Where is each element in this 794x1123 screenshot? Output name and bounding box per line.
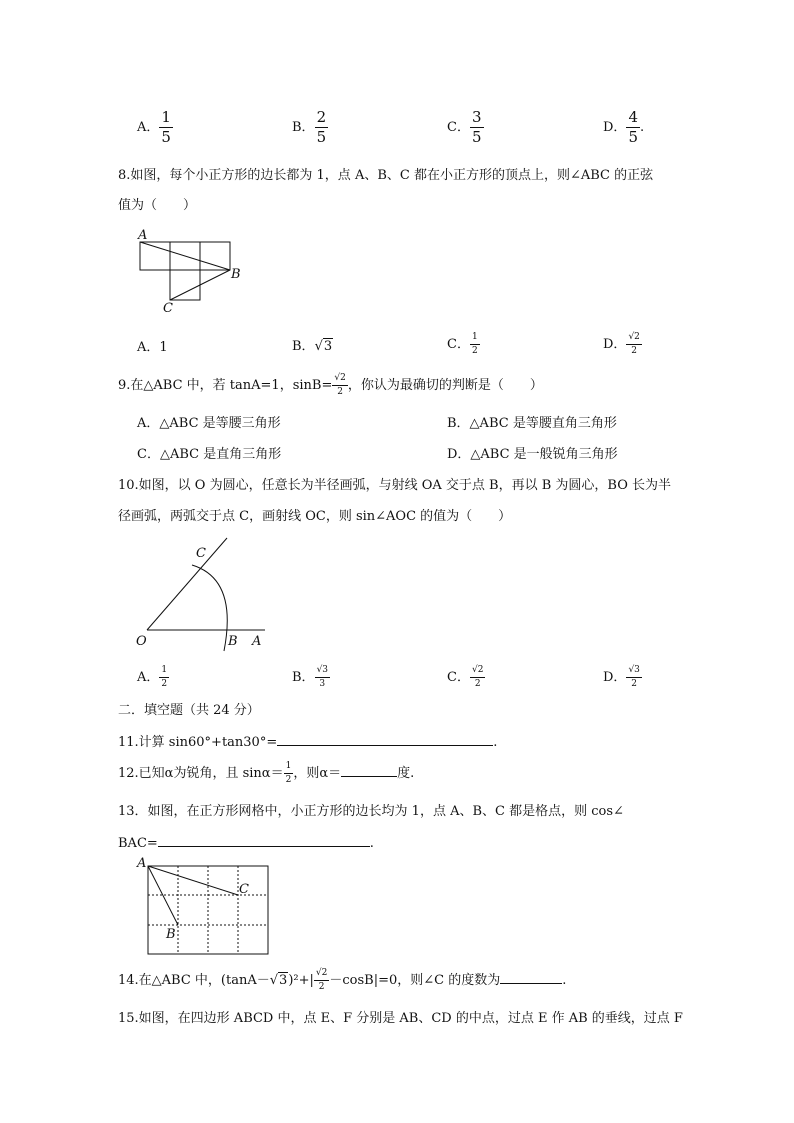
q7-option-b[interactable] [292,110,328,145]
fraction: $\frac{2}{5}$ [316,108,327,146]
fraction: $\frac{√2}{2}$ [315,968,328,992]
q8-stem-line2: 值为（ ） [118,198,197,213]
q11: 11.计算 sin60°+tan30°= . [118,735,498,750]
fraction: $\frac{√2}{2}$ [628,332,640,356]
q8-option-a[interactable]: A．1 [137,340,168,355]
answer-blank[interactable] [158,834,370,847]
fraction: $\frac{√2}{2}$ [471,665,484,689]
q7-option-d[interactable]: D． $\frac{4}{5}$ . [603,108,645,146]
point-label-c: C [196,546,206,561]
section-title: 二．填空题（共 24 分） [118,703,260,718]
fraction: $\frac{4}{5}$ [628,108,638,146]
q10-option-d[interactable]: D． $\frac{√3}{2}$ [603,665,640,689]
sqrt: √3 [269,973,288,988]
answer-blank[interactable] [500,971,562,984]
q15-stem-line1: 15.如图，在四边形 ABCD 中，点 E、F 分别是 AB、CD 的中点，过点 E 作 AB 的垂线，过点 F [118,1011,683,1026]
q9-stem: 9.在△ABC 中，若 tanA=1，sinB= $\frac{√2}{2}$ ，你认为最确切的判断是（ ） [118,373,543,397]
q10-option-c[interactable]: C． $\frac{√2}{2}$ [447,665,484,689]
q9-option-a[interactable]: A．△ABC 是等腰三角形 [137,416,281,431]
fraction: $\frac{1}{2}$ [285,761,292,785]
answer-blank[interactable] [277,733,493,746]
fraction: $\frac{1}{2}$ [471,332,478,356]
q10-stem-line1: 10.如图，以 O 为圆心，任意长为半径画弧，与射线 OA 交于点 B，再以 B 为圆心，BO 长为半 [118,478,671,493]
q10-figure [130,535,280,653]
q9-option-d[interactable]: D．△ABC 是一般锐角三角形 [447,447,618,462]
fraction: $\frac{1}{2}$ [161,665,168,689]
point-label-a: A [138,228,148,243]
fraction: $\frac{1}{5}$ [161,108,171,146]
q13-figure [134,853,274,959]
answer-blank[interactable] [341,764,397,777]
point-label-a: A [252,634,262,649]
q14: 14.在△ABC 中，(tanA－√3)²+| $\frac{√2}{2}$ －cosB|=0，则∠C 的度数为 . [118,968,567,992]
point-label-c: C [163,301,173,316]
sqrt: √3 [314,339,333,354]
q8-option-b[interactable]: B．√3 [292,339,333,354]
option-label: D． [603,120,627,135]
point-label-a: A [137,856,147,871]
q8-stem-line1: 8.如图，每个小正方形的边长都为 1，点 A、B、C 都在小正方形的顶点上，则∠ABC 的正弦 [118,168,654,183]
option-label: C． [447,120,470,135]
point-label-o: O [136,634,147,649]
fraction: $\frac{√3}{2}$ [628,665,640,689]
point-label-b: B [231,267,241,282]
q7-option-c[interactable] [447,110,484,145]
q10-stem-line2: 径画弧，两弧交于点 C，画射线 OC，则 sin∠AOC 的值为（ ） [118,509,512,524]
q10-option-b[interactable]: B． $\frac{√3}{3}$ [292,665,329,689]
fraction: $\frac{3}{5}$ [471,108,482,146]
point-label-c: C [239,882,249,897]
q8-option-c[interactable]: C． $\frac{1}{2}$ [447,332,478,356]
option-label: A． [137,120,160,135]
option-label: B． [292,120,315,135]
q13-stem-line1: 13．如图，在正方形网格中，小正方形的边长均为 1，点 A、B、C 都是格点，则 cos∠ [118,804,624,819]
q9-option-c[interactable]: C．△ABC 是直角三角形 [137,447,282,462]
point-label-b: B [166,927,176,942]
q13-stem-line2: BAC= . [118,836,374,851]
q8-option-d[interactable]: D． $\frac{√2}{2}$ [603,332,640,356]
q9-option-b[interactable]: B．△ABC 是等腰直角三角形 [447,416,617,431]
q8-figure [130,226,260,318]
fraction: $\frac{√3}{3}$ [316,665,329,689]
q12: 12.已知α为锐角，且 sinα＝ $\frac{1}{2}$ ，则α＝ 度. [118,761,415,785]
point-label-b: B [228,634,238,649]
fraction: $\frac{√2}{2}$ [334,373,346,397]
q7-option-a[interactable] [137,110,173,145]
q10-option-a[interactable]: A． $\frac{1}{2}$ [137,665,168,689]
